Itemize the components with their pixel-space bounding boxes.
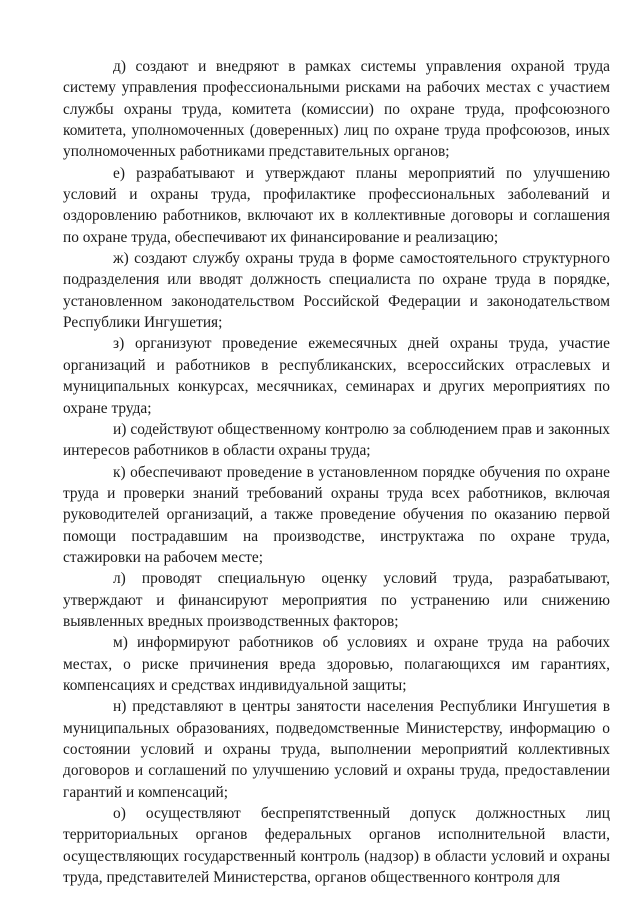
paragraph-i: и) содействуют общественному контролю за соблюдением прав и законных интересов работников в области охраны труда; bbox=[63, 420, 610, 460]
paragraph-zh: ж) создают службу охраны труда в форме самостоятельного структурного подразделения или вводят должность специалиста по охране труда в порядке, установленном законодательством Российской Федерации и законодательством Республики Ингушетия; bbox=[63, 250, 610, 332]
paragraph-m: м) информируют работников об условиях и охране труда на рабочих местах, о риске причинения вреда здоровью, полагающихся им гарантиях, компенсациях и средствах индивидуальной защиты; bbox=[63, 634, 610, 694]
document-page bbox=[63, 56, 610, 888]
paragraph-e: е) разрабатывают и утверждают планы мероприятий по улучшению условий и охраны труда, профилактике профессиональных заболеваний и оздоровлению работников, включают их в коллективные договоры и соглашения по охране труда, обеспечивают их финансирование и реализацию; bbox=[63, 164, 610, 246]
paragraph-l: л) проводят специальную оценку условий труда, разрабатывают, утверждают и финансируют мероприятия по устранению или снижению выявленных вредных производственных факторов; bbox=[63, 570, 610, 630]
paragraph-o: о) осуществляют беспрепятственный допуск должностных лиц территориальных органов федеральных органов исполнительной власти, осуществляющих государственный контроль (надзор) в области условий и охраны труда, представителей Министерства, органов общественного контроля для bbox=[63, 805, 610, 887]
paragraph-z: з) организуют проведение ежемесячных дней охраны труда, участие организаций и работников в республиканских, всероссийских отраслевых и муниципальных конкурсах, месячниках, семинарах и других мероприятиях по охране труда; bbox=[63, 335, 610, 417]
paragraph-d: д) создают и внедряют в рамках системы управления охраной труда систему управления профессиональными рисками на рабочих местах с участием службы охраны труда, комитета (комиссии) по охране труда, профсоюзного комитета, уполномоченных (доверенных) лиц по охране труда профсоюзов, иных уполномоченных работниками представительных органов; bbox=[63, 58, 610, 161]
paragraph-k: к) обеспечивают проведение в установленном порядке обучения по охране труда и проверки знаний требований охраны труда всех работников, включая руководителей организаций, а также проведение обучения по оказанию первой помощи пострадавшим на производстве, инструктажа по охране труда, стажировки на рабочем месте; bbox=[63, 463, 610, 566]
paragraph-n: н) представляют в центры занятости населения Республики Ингушетия в муниципальных образованиях, подведомственные Министерству, информацию о состоянии условий и охраны труда, выполнении мероприятий коллективных договоров и соглашений по улучшению условий и охраны труда, предоставлении гарантий и компенсаций; bbox=[63, 698, 610, 801]
